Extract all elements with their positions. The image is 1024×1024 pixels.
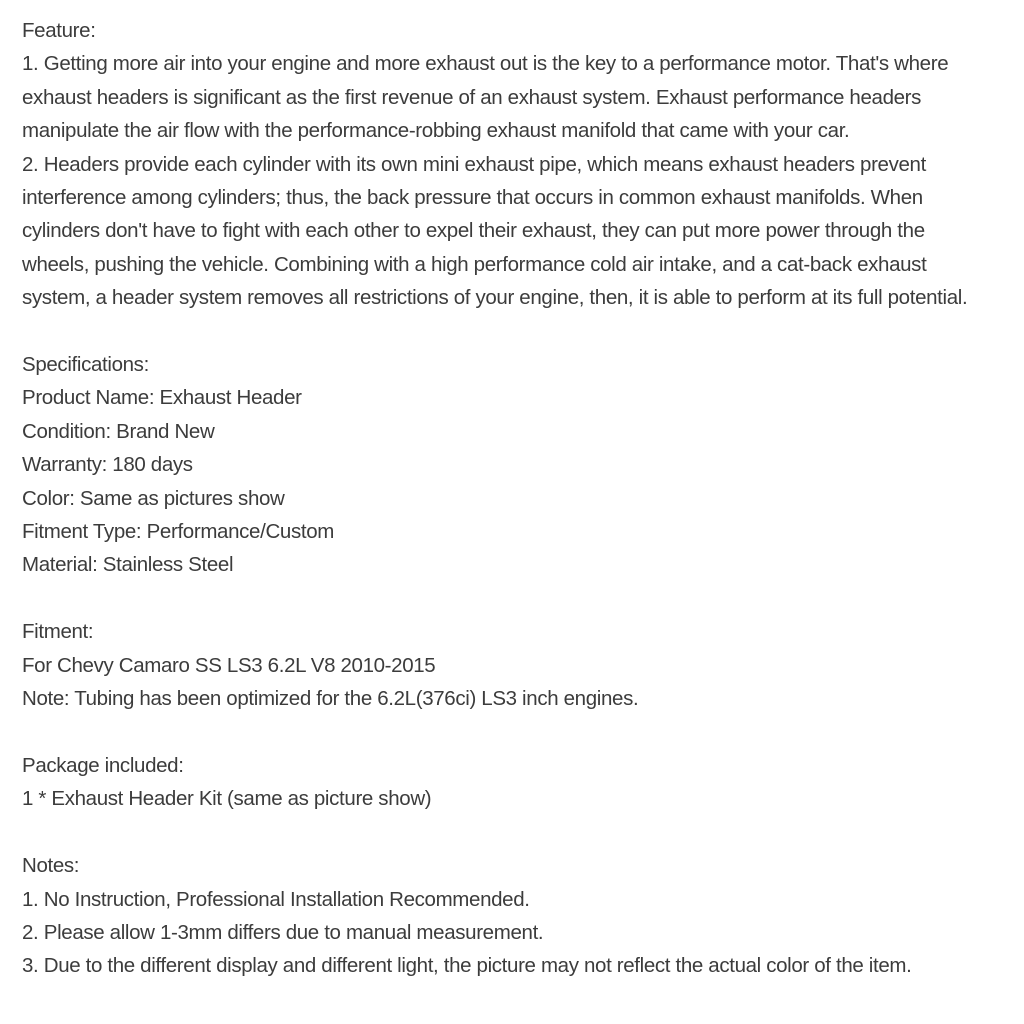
note-item: 2. Please allow 1-3mm differs due to manual measurement. xyxy=(22,920,544,944)
note-item: 3. Due to the different display and different light, the picture may not reflect the actual color of the item. xyxy=(22,954,912,978)
spacer xyxy=(22,582,1012,615)
spec-material: Material: Stainless Steel xyxy=(22,553,234,577)
feature-point-2-line: system, a header system removes all restrictions of your engine, then, it is able to perform at its full potential. xyxy=(22,286,968,310)
specifications-section xyxy=(22,348,1012,582)
package-section xyxy=(22,749,1012,816)
fitment-vehicle: For Chevy Camaro SS LS3 6.2L V8 2010-2015 xyxy=(22,653,436,677)
feature-point-1-line: exhaust headers is significant as the first revenue of an exhaust system. Exhaust performance headers xyxy=(22,85,922,109)
spacer xyxy=(22,816,1012,849)
feature-point-2 xyxy=(22,148,1012,315)
package-item: 1 * Exhaust Header Kit (same as picture show) xyxy=(22,787,432,811)
spacer xyxy=(22,716,1012,749)
feature-point-2-line: wheels, pushing the vehicle. Combining with a high performance cold air intake, and a cat-back exhaust xyxy=(22,252,927,276)
spec-color: Color: Same as pictures show xyxy=(22,486,285,510)
feature-heading: Feature: xyxy=(22,19,96,42)
spacer xyxy=(22,315,1012,348)
feature-point-1-line: 1. Getting more air into your engine and more exhaust out is the key to a performance motor. That's where xyxy=(22,52,949,76)
fitment-heading: Fitment: xyxy=(22,620,94,644)
feature-point-2-line: interference among cylinders; thus, the back pressure that occurs in common exhaust manifolds. When xyxy=(22,186,923,210)
feature-section xyxy=(22,14,1012,315)
feature-point-1 xyxy=(22,47,1012,147)
feature-point-1-line: manipulate the air flow with the performance-robbing exhaust manifold that came with your car. xyxy=(22,119,850,143)
spec-condition: Condition: Brand New xyxy=(22,419,215,443)
note-item: 1. No Instruction, Professional Installation Recommended. xyxy=(22,887,530,911)
spec-fitment-type: Fitment Type: Performance/Custom xyxy=(22,520,334,544)
feature-point-2-line: 2. Headers provide each cylinder with its own mini exhaust pipe, which means exhaust headers prevent xyxy=(22,152,926,176)
spec-product-name: Product Name: Exhaust Header xyxy=(22,386,302,410)
product-description xyxy=(22,14,1012,983)
notes-heading: Notes: xyxy=(22,854,80,878)
feature-point-2-line: cylinders don't have to fight with each other to expel their exhaust, they can put more power through the xyxy=(22,219,925,243)
fitment-section xyxy=(22,615,1012,715)
fitment-note: Note: Tubing has been optimized for the 6.2L(376ci) LS3 inch engines. xyxy=(22,687,639,711)
specifications-heading: Specifications: xyxy=(22,353,149,377)
spec-warranty: Warranty: 180 days xyxy=(22,453,193,477)
notes-section xyxy=(22,849,1012,983)
package-heading: Package included: xyxy=(22,753,184,777)
